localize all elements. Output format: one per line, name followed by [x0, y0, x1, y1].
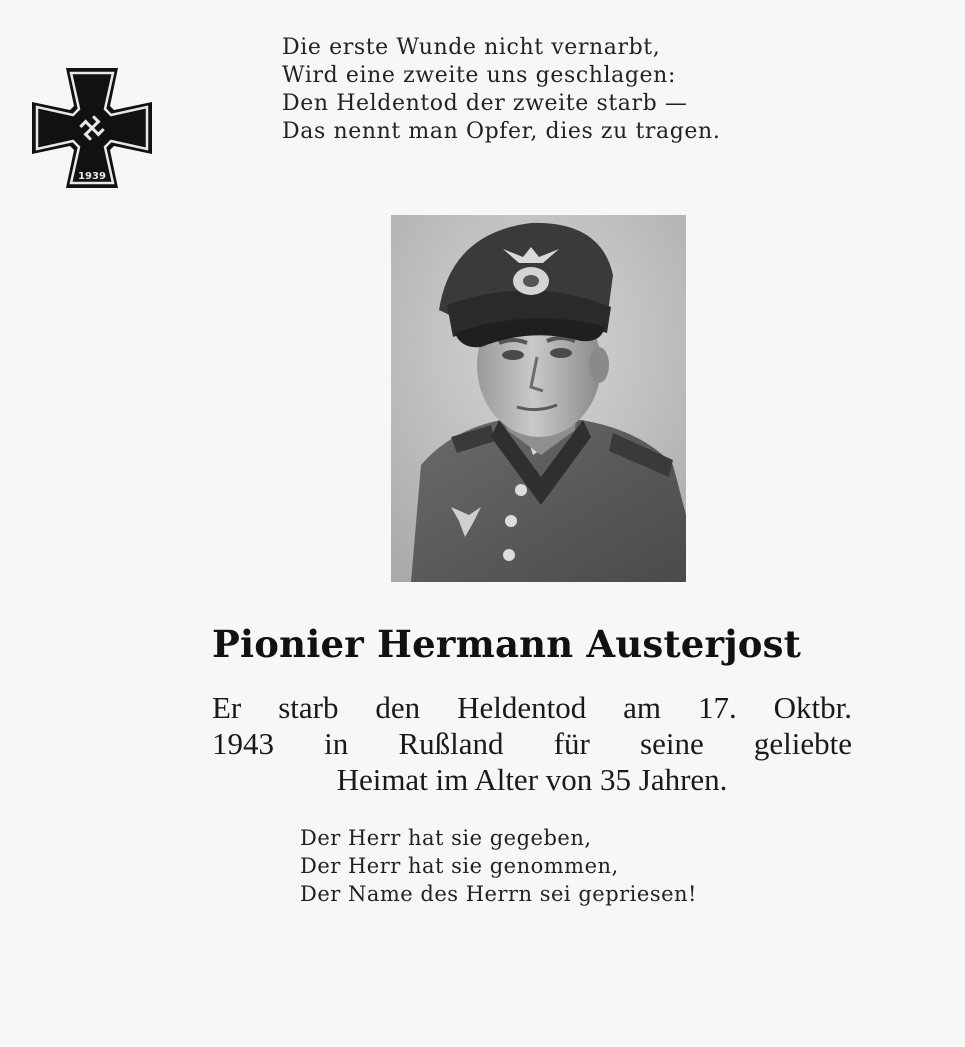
bible-verse: [300, 824, 780, 908]
poem-top: [282, 34, 842, 146]
bible-verse-line: Der Herr hat sie gegeben,: [300, 826, 592, 850]
death-notice-line: Heimat im Alter von 35 Jahren.: [336, 762, 728, 797]
iron-cross-icon: [30, 66, 154, 190]
death-notice: [212, 690, 852, 798]
deceased-name: Pionier Hermann Austerjost: [212, 622, 801, 666]
poem-top-line: Wird eine zweite uns geschlagen:: [282, 63, 676, 88]
poem-top-line: Das nennt man Opfer, dies zu tragen.: [282, 119, 721, 144]
cross-year: 1939: [78, 171, 106, 182]
poem-top-line: Die erste Wunde nicht vernarbt,: [282, 35, 661, 60]
poem-top-line: Den Heldentod der zweite starb —: [282, 91, 688, 116]
bible-verse-line: Der Herr hat sie genommen,: [300, 854, 619, 878]
bible-verse-line: Der Name des Herrn sei gepriesen!: [300, 882, 697, 906]
death-notice-line: 1943 in Rußland für seine geliebte: [212, 726, 852, 761]
portrait-photo: [391, 215, 686, 582]
death-notice-line: Er starb den Heldentod am 17. Oktbr.: [212, 690, 852, 725]
